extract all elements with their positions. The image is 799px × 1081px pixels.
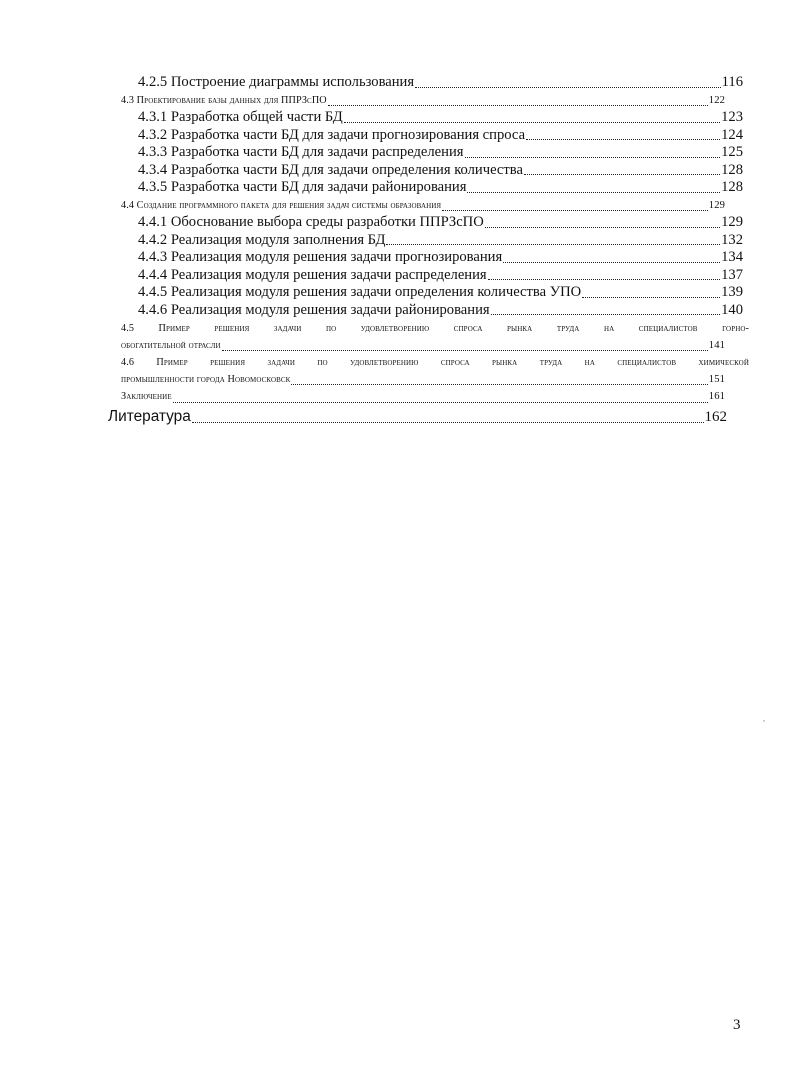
dot-leader [467, 192, 720, 193]
toc-entry[interactable] [121, 354, 749, 388]
toc-entry-title: 4.4.4 Реализация модуля решения задачи распределения [138, 266, 487, 283]
toc-entry-page: 116 [721, 74, 743, 90]
dot-leader [488, 279, 720, 280]
toc-entry[interactable] [138, 127, 743, 145]
toc-entry[interactable] [138, 74, 743, 92]
dot-leader [386, 244, 720, 245]
toc-entry-title: 4.3.3 Разработка части БД для задачи распределения [138, 144, 464, 160]
toc-entry[interactable] [108, 406, 727, 428]
toc-entry-title: 4.3.5 Разработка части БД для задачи районирования [138, 179, 467, 195]
dot-leader [442, 210, 708, 211]
toc-entry[interactable] [138, 302, 743, 320]
dot-leader [222, 350, 708, 351]
dot-leader [524, 174, 720, 175]
dot-leader [328, 105, 708, 106]
toc-entry[interactable] [138, 232, 743, 250]
toc-entry-page: 161 [708, 391, 725, 402]
dot-leader [415, 87, 721, 88]
toc-entry-page: 122 [708, 94, 725, 106]
toc-entry-title: 4.3.2 Разработка части БД для задачи прогнозирования спроса [138, 126, 526, 143]
toc-entry-title: Литература [108, 407, 191, 425]
toc-entry[interactable] [121, 388, 725, 406]
toc-entry-page: 139 [721, 284, 743, 300]
toc-entry-title: 4.4.5 Реализация модуля решения задачи определения количества УПО [138, 284, 582, 300]
toc-entry[interactable] [138, 179, 743, 197]
toc-entry-page: 151 [708, 374, 725, 385]
dot-leader [485, 227, 720, 228]
dot-leader [192, 422, 704, 423]
toc-entry-title: 4.4.3 Реализация модуля решения задачи прогнозирования [138, 249, 503, 265]
toc-entry-page: 162 [704, 408, 727, 425]
toc-entry-page: 140 [721, 301, 743, 318]
toc-entry-title: 4.4 Создание программного пакета для решения задач системы образования [121, 199, 442, 211]
toc-entry[interactable] [138, 144, 743, 162]
toc-entry-title: 4.2.5 Построение диаграммы использования [138, 74, 415, 90]
toc-entry[interactable] [138, 249, 743, 267]
toc-entry-page: 128 [721, 161, 743, 178]
toc-entry-title: 4.3.4 Разработка части БД для задачи определения количества [138, 161, 523, 178]
dot-leader [526, 139, 720, 140]
toc-entry-title: 4.6 Пример решения задачи по удовлетворению спроса рынка труда на специалистов химической [121, 357, 749, 368]
toc-entry-page: 128 [721, 179, 743, 195]
table-of-contents [0, 74, 799, 428]
dot-leader [491, 314, 721, 315]
toc-entry[interactable] [121, 197, 725, 215]
toc-entry-title: 4.4.2 Реализация модуля заполнения БД [138, 231, 386, 248]
scan-speck: , [763, 714, 765, 723]
dot-leader [344, 122, 720, 123]
toc-entry-page: 123 [721, 109, 743, 125]
toc-entry-title: 4.5 Пример решения задачи по удовлетворению спроса рынка труда на специалистов горно- [121, 323, 749, 334]
toc-entry[interactable] [121, 320, 749, 354]
toc-entry-title: 4.3.1 Разработка общей части БД [138, 109, 343, 125]
toc-entry-title: 4.3 Проектирование базы данных для ППРЗсПО [121, 94, 327, 106]
toc-entry-title: Заключение [121, 391, 172, 402]
toc-entry-page: 124 [721, 126, 743, 143]
toc-entry-title-continued: обогатительной отрасли [121, 340, 221, 351]
toc-entry[interactable] [138, 267, 743, 285]
dot-leader [173, 402, 708, 403]
dot-leader [503, 262, 720, 263]
toc-entry[interactable] [138, 109, 743, 127]
toc-entry-title: 4.4.6 Реализация модуля решения задачи районирования [138, 301, 490, 318]
page-number: 3 [733, 1017, 741, 1033]
toc-entry-page: 132 [721, 231, 743, 248]
toc-entry-page: 137 [721, 266, 743, 283]
toc-entry[interactable] [138, 284, 743, 302]
toc-entry-page: 129 [708, 199, 725, 211]
dot-leader [465, 157, 721, 158]
toc-entry-page: 125 [721, 144, 743, 160]
toc-entry-title: 4.4.1 Обоснование выбора среды разработки ППРЗсПО [138, 214, 484, 230]
toc-entry-page: 129 [721, 214, 743, 230]
toc-entry-page: 134 [721, 249, 743, 265]
toc-entry-page: 141 [708, 340, 725, 351]
toc-entry-title-continued: промышленности города Новомосковск [121, 374, 291, 385]
toc-entry[interactable] [138, 214, 743, 232]
dot-leader [291, 384, 707, 385]
toc-entry[interactable] [121, 92, 725, 110]
dot-leader [582, 297, 720, 298]
toc-entry[interactable] [138, 162, 743, 180]
